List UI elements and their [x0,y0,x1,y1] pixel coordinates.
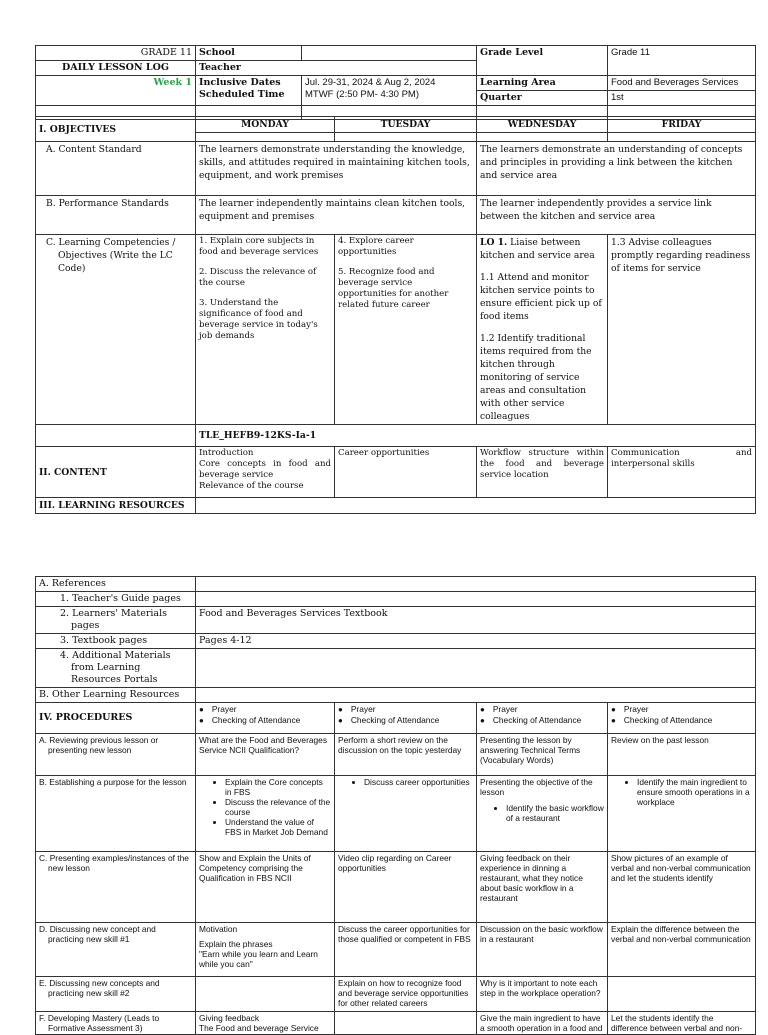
procedure-c-wednesday: Giving feedback on their experience in dinning a restaurant, what they notice about basic workflow in a restaurant [477,852,608,923]
prayer-item: ● Prayer [338,704,473,715]
opening-tuesday [335,703,477,734]
objectives-heading: I. OBJECTIVES [36,117,196,142]
content-item: Relevance of the course [199,481,304,491]
procedure-d-label: D. Discussing new concept and practicing new skill #1 [36,923,196,977]
procedure-d-wednesday: Discussion on the basic workflow in a restaurant [477,923,608,977]
dates-time-labels [196,76,302,106]
competency-item: 4. Explore career opportunities [338,236,414,257]
procedure-a-tuesday: Perform a short review on the discussion on the topic yesterday [335,734,477,776]
quarter-value: 1st [608,91,756,106]
week-cell [36,76,196,106]
procedure-c-friday: Show pictures of an example of verbal and non-verbal communication and let the students identify [608,852,756,923]
procedure-c-label: C. Presenting examples/instances of the new lesson [36,852,196,923]
textbook-pages-value: Pages 4-12 [196,634,756,649]
teacher-label: Teacher [196,61,477,76]
content-heading: II. CONTENT [36,447,196,498]
performance-standards-mt: The learner independently maintains clean kitchen tools, equipment and premises [196,196,477,235]
scheduled-time-value: MTWF (2:50 PM- 4:30 PM) [305,89,420,100]
learners-materials-label: 2. Learners' Materials pages [36,607,196,634]
prayer-item: ● Prayer [611,704,752,715]
procedure-e-label: E. Discussing new concepts and practicing new skill #2 [36,977,196,1012]
references-label: A. References [36,577,196,592]
learning-area-label: Learning Area [477,76,608,91]
procedure-b-wed-intro: Presenting the objective of the lesson [480,777,593,797]
procedure-f-wednesday: Give the main ingredient to have a smooth operation in a food and [477,1012,608,1035]
dates-time-values [302,76,477,106]
content-tuesday: Career opportunities [335,447,477,498]
learning-resources-heading: III. LEARNING RESOURCES [36,498,196,514]
procedure-f-friday: Let the students identify the difference between verbal and non- [608,1012,756,1035]
procedure-b-friday [608,776,756,852]
competency-item: 1. Explain core subjects in food and beverage services [199,236,319,257]
grade-level-label: Grade Level [477,46,608,76]
procedure-b-label: B. Establishing a purpose for the lesson [36,776,196,852]
attendance-item: ● Checking of Attendance [338,715,473,726]
procedure-a-friday: Review on the past lesson [608,734,756,776]
attendance-item: ● Checking of Attendance [480,715,604,726]
header-table [35,45,756,120]
procedure-e-wednesday: Why is it important to note each step in the workplace operation? [477,977,608,1012]
procedure-d-monday [196,923,335,977]
school-value [302,46,477,61]
content-standard-wf: The learners demonstrate an understanding of concepts and principles in providing a link between the kitchen and service area [477,142,756,196]
additional-materials-label: 4. Additional Materials from Learning Resources Portals [36,649,196,688]
list-item: • Identify the main ingredient to ensure smooth operations in a workplace [637,777,752,807]
competency-item: 2. Discuss the relevance of the course [199,267,317,288]
prayer-item: ● Prayer [199,704,331,715]
scheduled-time-label: Scheduled Time [199,89,285,100]
learning-area-value: Food and Beverages Services [608,76,756,91]
inclusive-dates-label: Inclusive Dates [199,77,281,88]
content-standard-mt: The learners demonstrate understanding the knowledge, skills, and attitudes required in maintaining kitchen tools, equipment, and work premises [196,142,477,196]
list-item: • Understand the value of FBS in Market Job Demand [225,817,331,837]
week-label: Week 1 [153,77,192,88]
procedure-b-wednesday [477,776,608,852]
procedure-f-monday [196,1012,335,1035]
procedure-b-tuesday [335,776,477,852]
opening-monday [196,703,335,734]
competency-item: 3. Understand the significance of food and beverage service in today's job demands [199,298,318,341]
opening-wednesday [477,703,608,734]
school-label: School [196,46,302,61]
content-wednesday: Workflow structure within the food and beverage service location [477,447,608,498]
procedure-d-mon-2: Explain the phrases [199,939,273,949]
lc-code: TLE_HEFB9-12KS-Ia-1 [196,425,756,447]
objectives-table [35,116,756,514]
procedure-f-label: F. Developing Mastery (Leads to Formative Assessment 3) [36,1012,196,1035]
other-resources-label: B. Other Learning Resources [36,688,196,703]
content-item: Introduction [199,448,254,458]
day-friday: FRIDAY [608,117,756,133]
performance-standards-wf: The learner independently provides a service link between the kitchen and service area [477,196,756,235]
grade-level-value: Grade 11 [608,46,756,76]
procedure-a-wednesday: Presenting the lesson by answering Technical Terms (Vocabulary Words) [477,734,608,776]
opening-friday [608,703,756,734]
content-friday: Communication and interpersonal skills [608,447,756,498]
procedures-heading: IV. PROCEDURES [36,703,196,734]
lo-text: Liaise between kitchen and service area [480,237,595,261]
procedure-b-monday [196,776,335,852]
procedure-e-tuesday: Explain on how to recognize food and beverage service opportunities for other related careers [335,977,477,1012]
content-item: Core concepts in food and beverage service [199,459,331,480]
competency-item: 1.1 Attend and monitor kitchen service points to ensure efficient pick up of food items [480,272,602,322]
procedure-c-monday: Show and Explain the Units of Competency comprising the Qualification in FBS NCII [196,852,335,923]
procedure-a-monday: What are the Food and Beverages Service NCII Qualification? [196,734,335,776]
day-wednesday: WEDNESDAY [477,117,608,133]
procedures-table [35,576,756,1035]
procedure-d-tuesday: Discuss the career opportunities for those qualified or competent in FBS [335,923,477,977]
competencies-label: C. Learning Competencies / Objectives (Write the LC Code) [36,235,196,425]
procedure-d-friday: Explain the difference between the verbal and non-verbal communication [608,923,756,977]
day-tuesday: TUESDAY [335,117,477,133]
competency-item: 1.2 Identify traditional items required from the kitchen through monitoring of service areas and consultation with other service colleagues [480,333,592,422]
textbook-pages-label: 3. Textbook pages [36,634,196,649]
list-item: • Discuss career opportunities [364,777,473,787]
procedure-a-label: A. Reviewing previous lesson or presenting new lesson [36,734,196,776]
learners-materials-value: Food and Beverages Services Textbook [196,607,756,634]
lo-number: LO 1. [480,237,508,248]
content-standard-label: A. Content Standard [36,142,196,196]
attendance-item: ● Checking of Attendance [611,715,752,726]
content-monday [196,447,335,498]
grade-label: GRADE 11 [36,46,196,61]
procedure-f-mon-1: Giving feedback [199,1013,260,1023]
competencies-wednesday [477,235,608,425]
list-item: • Explain the Core concepts in FBS [225,777,331,797]
inclusive-dates-value: Jul. 29-31, 2024 & Aug 2, 2024 [305,77,436,88]
procedure-c-tuesday: Video clip regarding on Career opportunities [335,852,477,923]
procedure-d-mon-3: "Earn while you learn and Learn while you can" [199,949,318,969]
teachers-guide-label: 1. Teacher's Guide pages [36,592,196,607]
quarter-label: Quarter [477,91,608,106]
daily-lesson-log-title: DAILY LESSON LOG [36,61,196,76]
performance-standards-label: B. Performance Standards [36,196,196,235]
procedure-f-mon-2: The Food and beverage Service [199,1023,319,1033]
competency-item: 5. Recognize food and beverage service opportunities for another related future career [338,267,449,310]
competencies-monday [196,235,335,425]
list-item: • Discuss the relevance of the course [225,797,331,817]
list-item: • Identify the basic workflow of a restaurant [506,803,604,823]
attendance-item: ● Checking of Attendance [199,715,331,726]
prayer-item: ● Prayer [480,704,604,715]
competencies-tuesday [335,235,477,425]
day-monday: MONDAY [196,117,335,133]
lo-heading [480,236,604,262]
procedure-d-mon-1: Motivation [199,924,238,934]
competencies-friday: 1.3 Advise colleagues promptly regarding readiness of items for service [608,235,756,425]
